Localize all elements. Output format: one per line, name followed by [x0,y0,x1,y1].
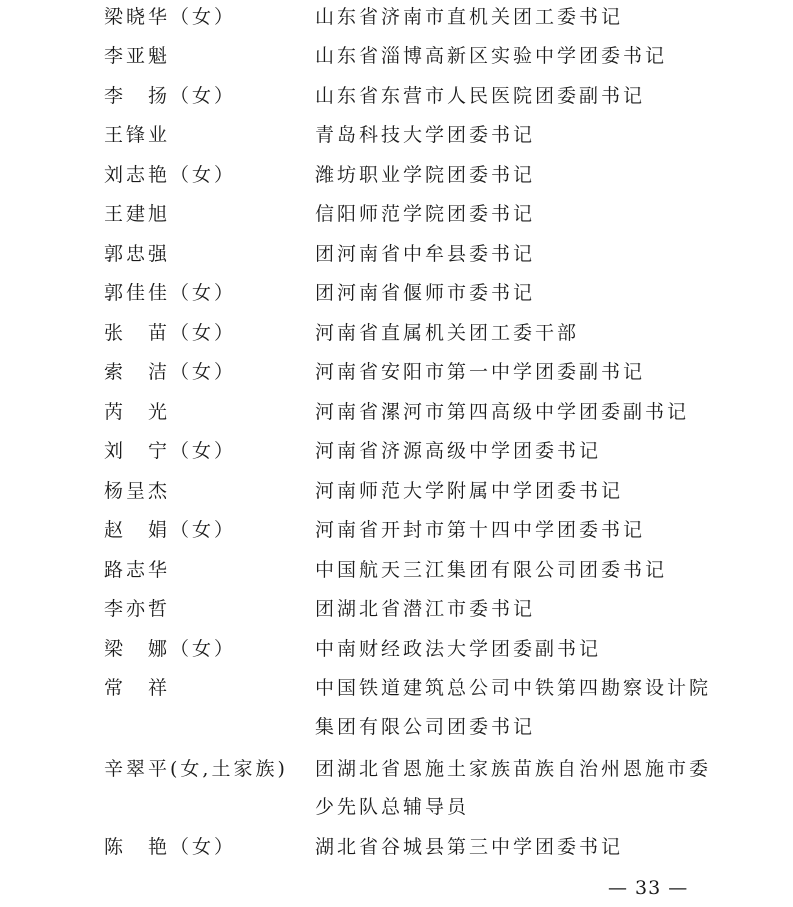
person-name: 梁 娜（女） [104,638,237,660]
person-organization: 中国铁道建筑总公司中铁第四勘察设计院 [315,677,712,699]
person-name: 路志华 [104,559,171,581]
person-name: 刘 宁（女） [104,440,237,462]
list-item [0,397,793,427]
person-organization: 团湖北省恩施土家族苗族自治州恩施市委 [315,758,712,780]
list-item [0,160,793,190]
person-name: 李亦哲 [104,598,171,620]
person-name: 梁晓华（女） [104,6,237,28]
person-name: 张 苗（女） [104,322,237,344]
person-name: 李亚魁 [104,45,171,67]
list-item [0,436,793,466]
list-item [0,634,793,664]
person-name: 赵 娟（女） [104,519,237,541]
person-organization: 信阳师范学院团委书记 [315,203,536,225]
list-item [0,594,793,624]
list-item [0,712,793,742]
page-number: — 33 — [608,877,689,899]
person-organization: 潍坊职业学院团委书记 [315,164,536,186]
person-organization: 河南省济源高级中学团委书记 [315,440,602,462]
person-organization: 山东省东营市人民医院团委副书记 [315,85,646,107]
list-item [0,673,793,703]
list-item [0,239,793,269]
person-organization: 团湖北省潜江市委书记 [315,598,536,620]
person-organization: 山东省济南市直机关团工委书记 [315,6,624,28]
person-name: 辛翠平(女,土家族) [104,758,288,780]
person-organization: 河南省开封市第十四中学团委书记 [315,519,646,541]
person-organization: 河南师范大学附属中学团委书记 [315,480,624,502]
list-item [0,199,793,229]
person-name: 王锋业 [104,124,171,146]
list-item [0,555,793,585]
person-organization: 河南省直属机关团工委干部 [315,322,580,344]
person-organization: 山东省淄博高新区实验中学团委书记 [315,45,668,67]
person-name: 郭佳佳（女） [104,282,237,304]
list-item [0,357,793,387]
person-name: 芮 光 [104,401,171,423]
person-name: 陈 艳（女） [104,836,237,858]
person-name: 杨呈杰 [104,480,171,502]
person-organization: 青岛科技大学团委书记 [315,124,536,146]
list-item [0,754,793,784]
person-organization: 中国航天三江集团有限公司团委书记 [315,559,668,581]
list-item [0,2,793,32]
person-organization: 集团有限公司团委书记 [315,716,536,738]
person-organization: 中南财经政法大学团委副书记 [315,638,602,660]
person-name: 李 扬（女） [104,85,237,107]
person-organization: 少先队总辅导员 [315,796,470,818]
person-name: 常 祥 [104,677,171,699]
list-item [0,278,793,308]
list-item [0,120,793,150]
list-item [0,832,793,862]
person-name: 郭忠强 [104,243,171,265]
list-item [0,41,793,71]
list-item [0,515,793,545]
list-item [0,792,793,822]
list-item [0,318,793,348]
list-item [0,476,793,506]
person-name: 王建旭 [104,203,171,225]
person-organization: 湖北省谷城县第三中学团委书记 [315,836,624,858]
person-name: 索 洁（女） [104,361,237,383]
person-organization: 团河南省中牟县委书记 [315,243,536,265]
person-organization: 河南省漯河市第四高级中学团委副书记 [315,401,690,423]
list-item [0,81,793,111]
person-name: 刘志艳（女） [104,164,237,186]
person-organization: 河南省安阳市第一中学团委副书记 [315,361,646,383]
person-organization: 团河南省偃师市委书记 [315,282,536,304]
